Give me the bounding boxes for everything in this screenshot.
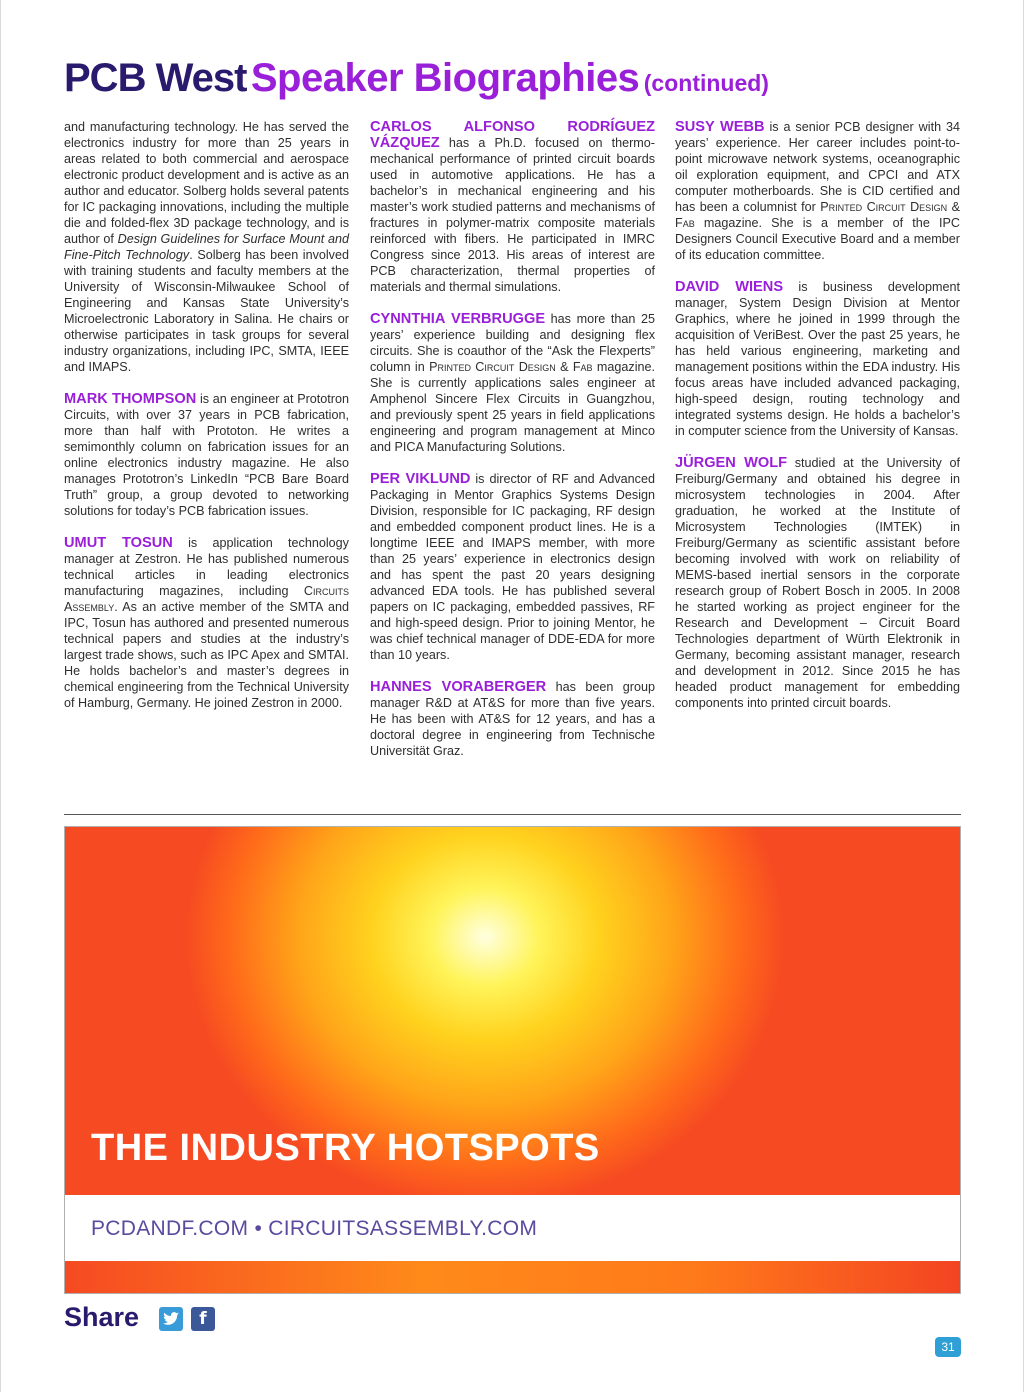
section-divider (64, 814, 961, 815)
bio-cynnthia-verbrugge: CYNNTHIA VERBRUGGE has more than 25 years’ experience building and designing flex circuits. She is coauthor of the “Ask the Flexperts” column in Printed Circuit Design & Fab magazine. She is currently applications sales engineer at Amphenol Sincere Flex Circuits in Guangzhou, and previously spent 25 years in field applications engineering and program management at Minco and PICA Manufacturing Solutions. (370, 311, 655, 454)
title-pcb-west: PCB West (64, 56, 247, 100)
bio-jurgen-wolf: JÜRGEN WOLF studied at the University of Freiburg/Germany and obtained his degree in microsystem technologies in 2004. After graduation, he worked at the Institute of Microsystem Technologies (IMTEK) in Freiburg/Germany as scientific assistant before becoming involved with work on reliability of MEMS-based inertial sensors in the corporate research group of Robert Bosch in 2005. In 2008 he started working as project engineer for the Research and Development – Circuit Board Technologies department of Würth Elektronik in Germany, becoming assistant manager, research and development in 2012. Since 2015 he has headed product management for embedding components into printed circuit boards. (675, 455, 960, 710)
twitter-bird-glyph (163, 1312, 179, 1326)
publication-name: Printed Circuit Design & Fab (675, 200, 960, 230)
bio-per-viklund: PER VIKLUND is director of RF and Advanced Packaging in Mentor Graphics Systems Design Division, responsible for IC packaging, RF design and embedded component product lines. He is a longtime IEEE and IMAPS member, with more than 25 years’ experience in electronics design and has spent the past 20 years designing advanced EDA tools. He has published several papers on IC packaging, embedded passives, RF and high-speed design. Prior to joining Mentor, he was chief technical manager of DDE-EDA for more than 10 years. (370, 471, 655, 662)
column-2 (370, 119, 655, 775)
bio-solberg-continued: and manufacturing technology. He has served the electronics industry for more than 25 years in areas related to both commercial and aerospace electronic product development and is active as an author and educator. Solberg holds several patents for IC packaging innovations, including the multiple die and folded-flex 3D package technology, and is author of Design Guidelines for Surface Mount and Fine-Pitch Technology. Solberg has been involved with training students and faculty members at the University of Wisconsin-Milwaukee School of Engineering and Kansas State University’s Microelectronic Laboratory in Salina. He chairs or otherwise participates in task groups for several industry organizations, including IPC, SMTA, IEEE and IMAPS. (64, 120, 349, 374)
ad-url-link[interactable]: PCDANDF.COM • CIRCUITSASSEMBLY.COM (91, 1217, 538, 1240)
bio-hannes-voraberger: HANNES VORABERGER has been group manager R&D at AT&S for more than five years. He has been with AT&S for 12 years, and has a doctoral degree in engineering from Technische Universität Graz. (370, 679, 655, 758)
speaker-name: SUSY WEBB (675, 119, 765, 135)
publication-name: Printed Circuit Design & Fab (429, 360, 593, 374)
title-continued: (continued) (643, 70, 769, 96)
speaker-name: PER VIKLUND (370, 471, 471, 487)
speaker-name: JÜRGEN WOLF (675, 455, 788, 471)
share-label: Share (64, 1302, 140, 1332)
ad-headline: THE INDUSTRY HOTSPOTS (91, 1127, 600, 1169)
speaker-name: HANNES VORABERGER (370, 679, 547, 695)
speaker-name: DAVID WIENS (675, 279, 784, 295)
page-header (64, 56, 769, 101)
bio-mark-thompson: MARK THOMPSON is an engineer at Prototron Circuits, with over 37 years in PCB fabrication, more than half with Prototon. He writes a semimonthly column on fabrication issues for an online electronics industry magazine. He also manages Prototron’s LinkedIn “PCB Bare Board Truth” group, a group devoted to networking solutions for today’s PCB fabrication issues. (64, 391, 349, 518)
bio-david-wiens: DAVID WIENS is business development manager, System Design Division at Mentor Graphics, where he joined in 1999 through the acquisition of VeriBest. Over the past 25 years, he has held various engineering, marketing and management positions within the EDA industry. His focus areas have included advanced packaging, high-speed design, routing technology and integrated systems design. He holds a bachelor’s in computer science from the University of Kansas. (675, 279, 960, 438)
speaker-name: UMUT TOSUN (64, 535, 173, 551)
facebook-icon[interactable]: f (191, 1307, 215, 1331)
title-speaker-biographies: Speaker Biographies (250, 56, 640, 100)
bio-carlos-vazquez: CARLOS ALFONSO RODRÍGUEZ VÁZQUEZ has a Ph.D. focused on thermo-mechanical performance of printed circuit boards used in automotive applications. He has a bachelor’s in mechanical engineering and his master’s work studied patterns and mechanisms of fractures in polymer-matrix composite materials reinforced with fibers. He participated in IMRC Congress since 2013. His areas of interest are PCB characterization, thermal properties of materials and thermal simulations. (370, 119, 655, 294)
speaker-name: CARLOS ALFONSO RODRÍGUEZ VÁZQUEZ (370, 119, 655, 151)
page-number: 31 (935, 1337, 961, 1357)
ad-bottom-strip (65, 1261, 960, 1294)
speaker-name: MARK THOMPSON (64, 391, 197, 407)
twitter-icon[interactable] (159, 1307, 183, 1331)
publication-name: Circuits Assembly (64, 584, 349, 614)
bio-umut-tosun: UMUT TOSUN is application technology manager at Zestron. He has published numerous technical articles in leading electronics manufacturing magazines, including Circuits Assembly. As an active member of the SMTA and IPC, Tosun has authored and presented numerous technical papers and studies at the industry’s largest trade shows, such as IPC Apex and SMTAI. He holds bachelor’s and master’s degrees in chemical engineering from the Technical University of Hamburg, Germany. He joined Zestron in 2000. (64, 535, 349, 710)
column-1 (64, 119, 349, 727)
column-3 (675, 119, 960, 727)
industry-hotspots-ad[interactable] (64, 826, 961, 1294)
bio-susy-webb: SUSY WEBB is a senior PCB designer with 34 years’ experience. Her career includes point-to-point microwave network systems, oceanographic oil exploration equipment, and CPCI and ATX computer motherboards. She is CID certified and has been a columnist for Printed Circuit Design & Fab magazine. She is a member of the IPC Designers Council Executive Board and a member of its education committee. (675, 119, 960, 262)
speaker-name: CYNNTHIA VERBRUGGE (370, 311, 546, 327)
book-title: Design Guidelines for Surface Mount and Fine-Pitch Technology (64, 232, 349, 262)
